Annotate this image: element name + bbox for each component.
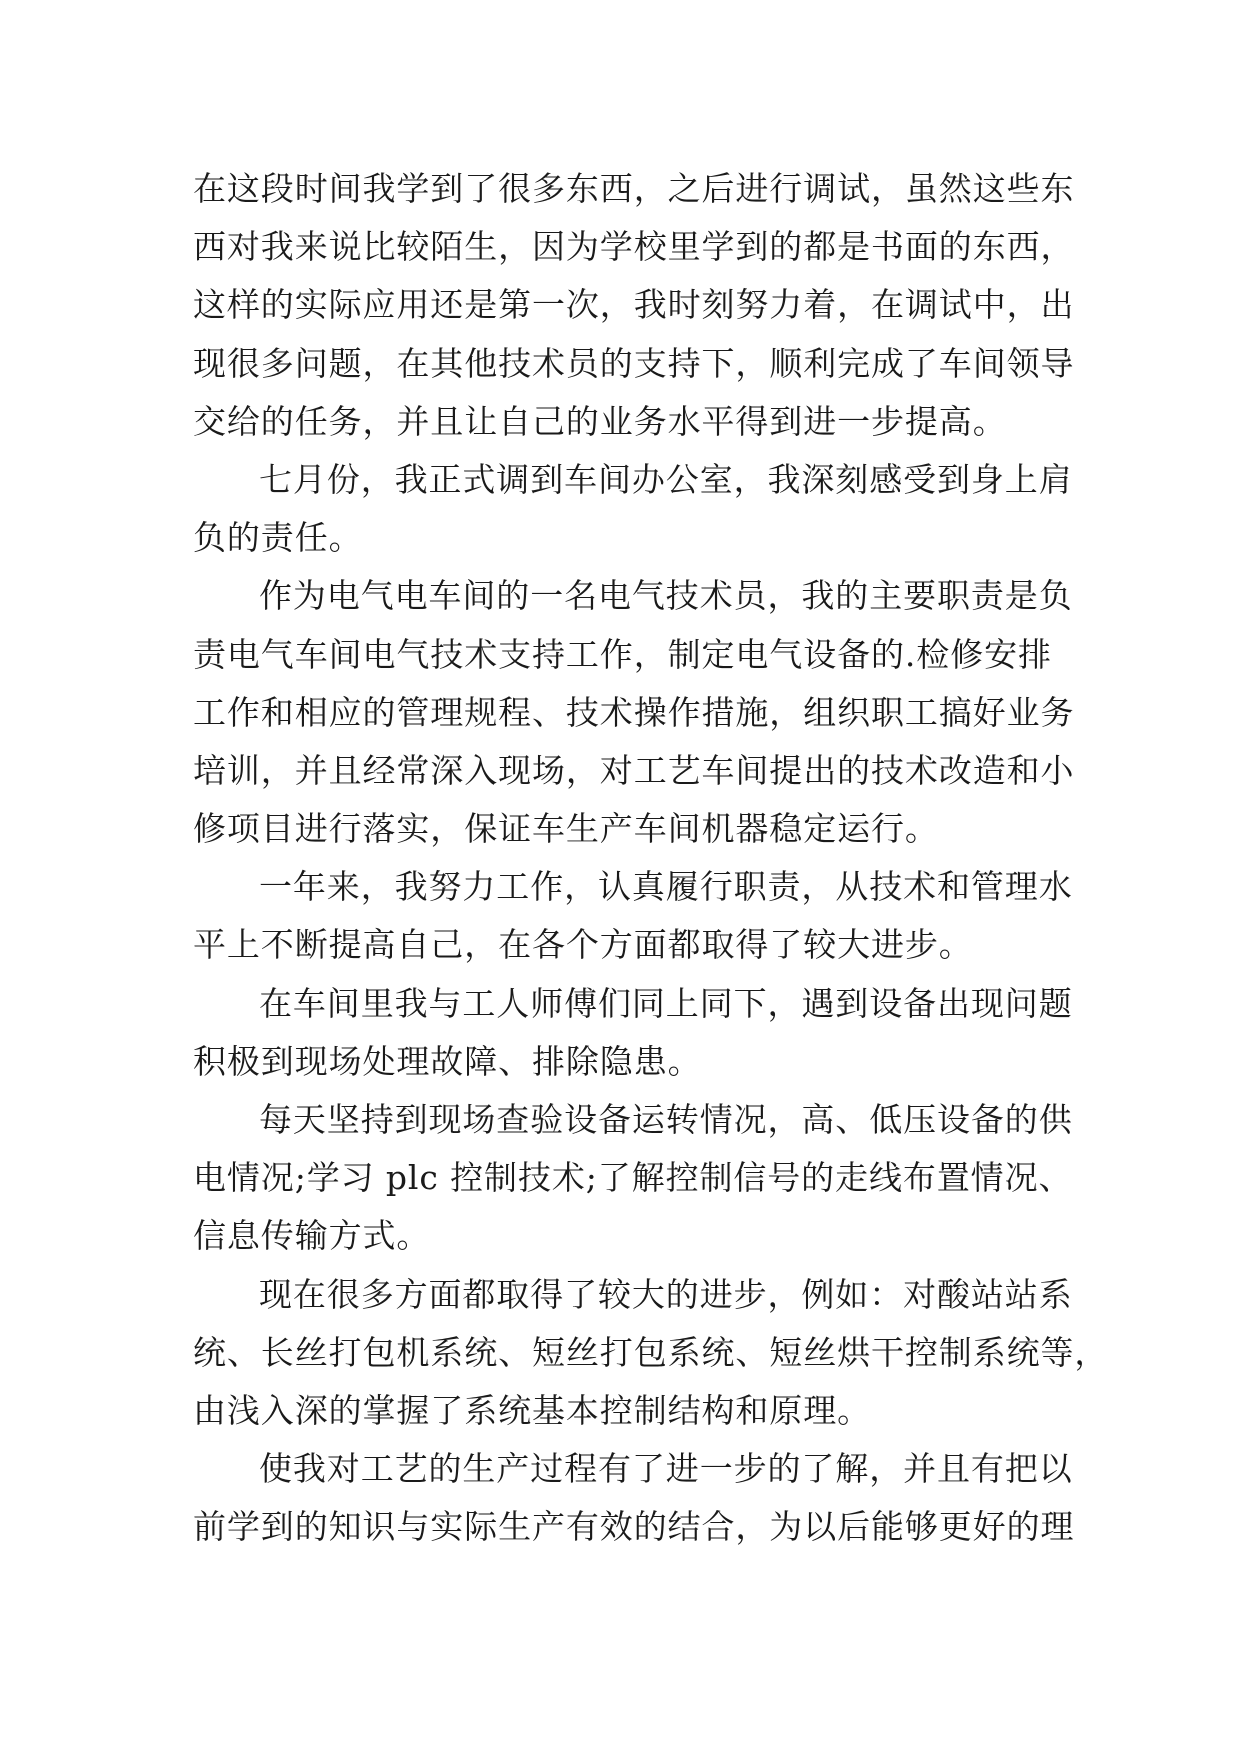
text-line: 作为电气电车间的一名电气技术员，我的主要职责是负 — [259, 576, 1073, 616]
text-line: 现很多问题，在其他技术员的支持下，顺利完成了车间领导 — [193, 343, 1075, 383]
text-line: 一年来，我努力工作，认真履行职责，从技术和管理水 — [259, 867, 1073, 907]
text-line: 交给的任务，并且让自己的业务水平得到进一步提高。 — [193, 401, 1007, 441]
text-line: 在这段时间我学到了很多东西，之后进行调试，虽然这些东 — [193, 169, 1075, 208]
text-line: 西对我来说比较陌生，因为学校里学到的都是书面的东西， — [193, 227, 1075, 267]
text-line: 这样的实际应用还是第一次，我时刻努力着，在调试中，出 — [193, 285, 1075, 325]
text-line: 负的责任。 — [193, 518, 363, 558]
text-line: 电情况;学习 plc 控制技术;了解控制信号的走线布置情况、 — [193, 1158, 1073, 1198]
text-line: 使我对工艺的生产过程有了进一步的了解，并且有把以 — [259, 1449, 1073, 1489]
document-body — [193, 160, 1109, 1557]
text-line: 由浅入深的掌握了系统基本控制结构和原理。 — [193, 1390, 871, 1430]
text-line: 责电气车间电气技术支持工作，制定电气设备的.检修安排 — [193, 634, 1052, 674]
text-line: 每天坚持到现场查验设备运转情况，高、低压设备的供 — [259, 1100, 1073, 1139]
text-line: 信息传输方式。 — [193, 1216, 431, 1256]
text-line: 前学到的知识与实际生产有效的结合，为以后能够更好的理 — [193, 1507, 1075, 1547]
text-line: 培训，并且经常深入现场，对工艺车间提出的技术改造和小 — [193, 750, 1075, 790]
text-line: 在车间里我与工人师傅们同上同下，遇到设备出现问题 — [259, 983, 1073, 1023]
text-line: 七月份，我正式调到车间办公室，我深刻感受到身上肩 — [259, 459, 1073, 499]
text-line: 现在很多方面都取得了较大的进步，例如：对酸站站系 — [259, 1274, 1073, 1314]
text-line: 工作和相应的管理规程、技术操作措施，组织职工搞好业务 — [193, 692, 1075, 732]
text-line: 统、长丝打包机系统、短丝打包系统、短丝烘干控制系统等， — [193, 1332, 1109, 1372]
text-line: 积极到现场处理故障、排除隐患。 — [193, 1041, 702, 1081]
text-line: 平上不断提高自己，在各个方面都取得了较大进步。 — [193, 925, 973, 965]
text-line: 修项目进行落实，保证车生产车间机器稳定运行。 — [193, 809, 939, 849]
